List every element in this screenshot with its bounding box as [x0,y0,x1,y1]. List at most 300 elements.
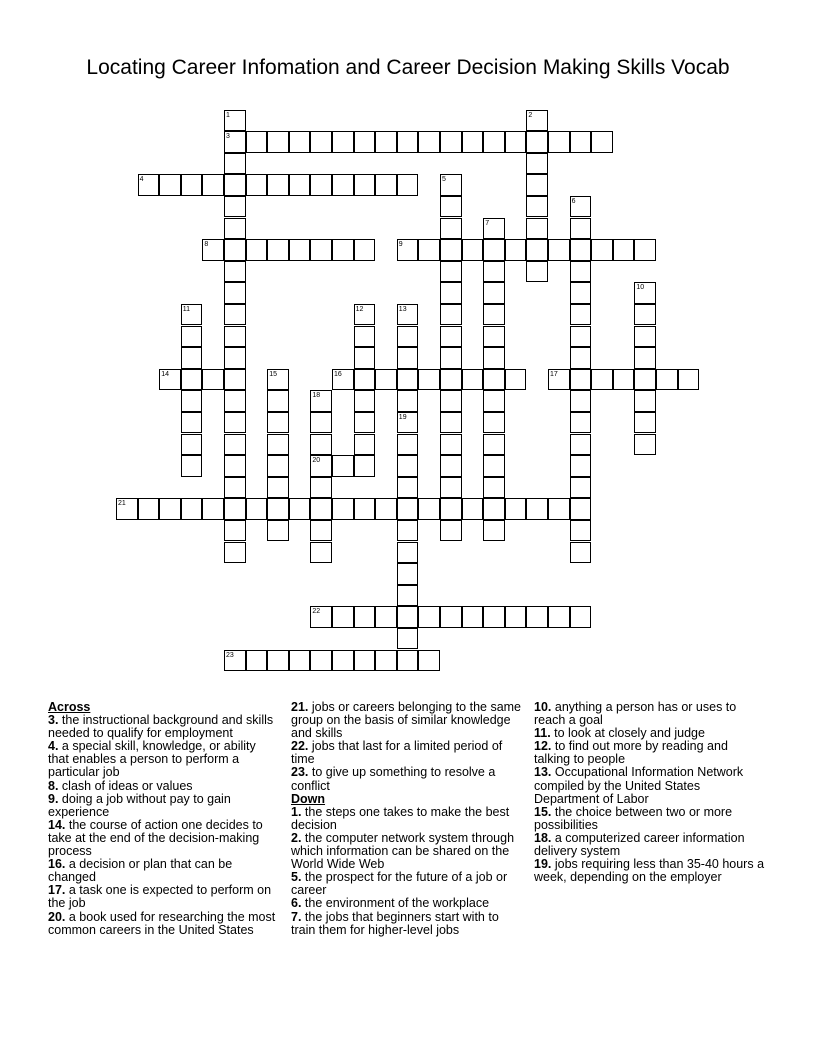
clue-number: 19 [398,413,407,421]
grid-cell[interactable] [310,412,332,434]
grid-cell[interactable] [397,520,419,542]
grid-cell[interactable] [224,369,246,391]
grid-cell[interactable] [440,477,462,499]
grid-cell[interactable] [397,563,419,585]
clue-number: 20 [312,457,321,465]
grid-cell[interactable] [462,606,484,628]
down-clue [534,806,766,832]
grid-cell[interactable] [310,131,332,153]
clue-text: a task one is expected to perform on the job [48,883,272,911]
grid-cell[interactable] [310,477,332,499]
clue-number: 6 [571,197,576,205]
clue-number-label: 15. [534,804,552,819]
clue-text: the choice between two or more possibilities [534,804,733,832]
grid-cell[interactable] [224,542,246,564]
grid-cell[interactable] [397,390,419,412]
grid-cell[interactable] [483,282,505,304]
grid-cell[interactable] [418,650,440,672]
grid-cell[interactable] [505,498,527,520]
grid-cell[interactable] [246,650,268,672]
grid-cell[interactable] [548,131,570,153]
grid-cell[interactable] [634,390,656,412]
grid-cell[interactable] [634,434,656,456]
clue-text: doing a job without pay to gain experience [48,791,231,819]
grid-cell[interactable] [613,369,635,391]
grid-cell[interactable] [310,434,332,456]
grid-cell[interactable] [354,606,376,628]
grid-cell[interactable] [483,434,505,456]
grid-cell[interactable] [332,455,354,477]
grid-cell[interactable] [483,477,505,499]
grid-cell[interactable] [224,196,246,218]
grid-cell[interactable] [159,174,181,196]
grid-cell[interactable] [310,498,332,520]
grid-cell[interactable] [440,196,462,218]
down-clue [534,766,766,805]
grid-cell[interactable] [440,282,462,304]
grid-cell[interactable] [181,347,203,369]
clue-column-2 [291,701,521,937]
grid-cell[interactable] [354,390,376,412]
clue-number-label: 3. [48,713,59,728]
grid-cell[interactable] [634,347,656,369]
clue-number-label: 22. [291,739,309,754]
grid-cell[interactable] [267,131,289,153]
grid-cell[interactable] [267,455,289,477]
grid-cell[interactable] [548,606,570,628]
grid-cell[interactable] [440,412,462,434]
grid-cell[interactable] [181,434,203,456]
across-clue [48,884,280,910]
grid-cell[interactable] [354,455,376,477]
clue-text: the course of action one decides to take at the end of the decision-making process [48,817,263,859]
across-clue-list-continued [291,701,521,793]
grid-cell[interactable] [526,498,548,520]
grid-cell[interactable] [418,239,440,261]
clue-number-label: 14. [48,817,66,832]
grid-cell[interactable] [634,304,656,326]
grid-cell[interactable] [483,606,505,628]
grid-cell[interactable] [354,239,376,261]
clue-text: to look at closely and judge [550,726,705,741]
grid-cell[interactable] [505,239,527,261]
clue-number: 3 [226,133,230,141]
clue-text: jobs that last for a limited period of time [291,739,503,767]
clue-number-label: 11. [534,726,551,741]
grid-cell[interactable] [332,174,354,196]
down-clue [291,871,521,897]
clue-number: 12 [355,305,364,313]
grid-cell[interactable] [224,347,246,369]
grid-cell[interactable] [483,261,505,283]
clue-number: 16 [334,370,342,378]
clue-text: to give up something to resolve a conflict [291,765,496,793]
clue-text: the prospect for the future of a job or career [291,870,508,898]
grid-cell[interactable] [483,369,505,391]
clue-text: clash of ideas or values [58,778,193,793]
down-clue [534,740,766,766]
grid-cell[interactable] [570,434,592,456]
grid-cell[interactable] [483,520,505,542]
clue-text: the computer network system through which information can be shared on the World Wide Web [291,830,515,872]
grid-cell[interactable] [267,174,289,196]
grid-cell[interactable] [267,412,289,434]
grid-cell[interactable] [289,650,311,672]
grid-cell[interactable] [440,218,462,240]
clue-column-1 [48,701,280,937]
grid-cell[interactable] [224,153,246,175]
grid-cell[interactable] [354,326,376,348]
grid-cell[interactable] [397,542,419,564]
clue-number-label: 4. [48,739,59,754]
clue-text: the steps one takes to make the best decision [291,804,510,832]
grid-cell[interactable] [289,174,311,196]
grid-cell[interactable] [224,477,246,499]
grid-cell[interactable] [483,131,505,153]
grid-cell[interactable] [483,239,505,261]
grid-cell[interactable] [354,369,376,391]
grid-cell[interactable] [267,434,289,456]
clue-number-label: 6. [291,896,302,911]
clue-text: jobs or careers belonging to the same group on the basis of similar knowledge and skills [291,700,522,741]
grid-cell[interactable] [483,326,505,348]
grid-cell[interactable] [440,131,462,153]
grid-cell[interactable] [526,261,548,283]
grid-cell[interactable] [354,347,376,369]
grid-cell[interactable] [310,520,332,542]
grid-cell[interactable] [418,498,440,520]
grid-cell[interactable] [483,412,505,434]
grid-cell[interactable] [246,174,268,196]
grid-cell[interactable] [375,174,397,196]
grid-cell[interactable] [570,369,592,391]
grid-cell[interactable] [570,520,592,542]
grid-cell[interactable] [570,390,592,412]
grid-cell[interactable] [181,390,203,412]
grid-cell[interactable] [332,131,354,153]
clue-number: 11 [182,305,191,313]
clue-number-label: 21. [291,700,309,714]
grid-cell[interactable] [440,304,462,326]
clue-text: anything a person has or uses to reach a goal [534,700,737,728]
grid-cell[interactable] [526,174,548,196]
grid-cell[interactable] [483,455,505,477]
down-clue-list-continued [534,701,766,884]
down-clue [534,832,766,858]
grid-cell[interactable] [591,131,613,153]
grid-cell[interactable] [397,326,419,348]
clue-number-label: 17. [48,883,66,898]
grid-cell[interactable] [375,650,397,672]
grid-cell[interactable] [570,239,592,261]
clue-number: 14 [161,370,169,378]
grid-cell[interactable] [397,455,419,477]
grid-cell[interactable] [656,369,678,391]
clue-number-label: 18. [534,830,552,845]
clue-number: 10 [636,284,645,292]
grid-cell[interactable] [202,498,224,520]
grid-cell[interactable] [440,434,462,456]
grid-cell[interactable] [159,498,181,520]
grid-cell[interactable] [570,131,592,153]
clue-number: 5 [442,176,446,184]
grid-cell[interactable] [570,498,592,520]
across-clue [291,701,521,740]
grid-cell[interactable] [462,131,484,153]
grid-cell[interactable] [570,347,592,369]
grid-cell[interactable] [224,239,246,261]
grid-cell[interactable] [526,218,548,240]
across-clue [48,740,280,779]
grid-cell[interactable] [526,606,548,628]
grid-cell[interactable] [505,606,527,628]
grid-cell[interactable] [202,369,224,391]
grid-cell[interactable] [246,498,268,520]
grid-cell[interactable] [375,498,397,520]
grid-cell[interactable] [462,498,484,520]
grid-cell[interactable] [224,412,246,434]
grid-cell[interactable] [440,326,462,348]
grid-cell[interactable] [267,498,289,520]
grid-cell[interactable] [332,498,354,520]
across-clue [48,793,280,819]
grid-cell[interactable] [483,390,505,412]
grid-cell[interactable] [418,131,440,153]
down-clue [534,858,766,884]
grid-cell[interactable] [354,498,376,520]
grid-cell[interactable] [397,606,419,628]
grid-cell[interactable] [354,434,376,456]
grid-cell[interactable] [570,455,592,477]
grid-cell[interactable] [570,261,592,283]
grid-cell[interactable] [354,131,376,153]
clue-text: Occupational Information Network compiled by the United States Department of Labor [534,765,744,806]
grid-cell[interactable] [310,542,332,564]
clue-number: 1 [226,111,230,119]
grid-cell[interactable] [483,347,505,369]
grid-cell[interactable] [224,455,246,477]
grid-cell[interactable] [440,390,462,412]
grid-cell[interactable] [397,628,419,650]
grid-cell[interactable] [267,239,289,261]
page-title: Locating Career Infomation and Career Decision Making Skills Vocab [86,56,730,79]
clue-text: a computerized career information delivery system [534,830,745,859]
across-clue [48,714,280,740]
grid-cell[interactable] [289,131,311,153]
grid-cell[interactable] [440,520,462,542]
grid-cell[interactable] [224,390,246,412]
grid-cell[interactable] [397,477,419,499]
clue-number: 21 [118,500,126,508]
grid-cell[interactable] [440,239,462,261]
grid-cell[interactable] [181,369,203,391]
grid-cell[interactable] [591,239,613,261]
grid-cell[interactable] [526,196,548,218]
clue-number-label: 19. [534,857,552,872]
clue-number: 2 [528,111,533,119]
clue-number-label: 13. [534,765,552,780]
clue-number-label: 5. [291,870,302,885]
grid-cell[interactable] [224,434,246,456]
grid-cell[interactable] [375,369,397,391]
down-clue [291,832,521,871]
across-heading: Across [48,700,91,714]
grid-cell[interactable] [462,369,484,391]
grid-cell[interactable] [505,369,527,391]
grid-cell[interactable] [613,239,635,261]
grid-cell[interactable] [289,498,311,520]
grid-cell[interactable] [267,650,289,672]
grid-cell[interactable] [526,239,548,261]
grid-cell[interactable] [440,369,462,391]
clue-number-label: 16. [48,857,66,872]
grid-cell[interactable] [570,606,592,628]
grid-cell[interactable] [397,174,419,196]
grid-cell[interactable] [570,304,592,326]
clue-number: 9 [398,241,403,249]
grid-cell[interactable] [570,218,592,240]
clue-number: 22 [312,608,321,616]
clue-number-label: 2. [291,830,302,845]
grid-cell[interactable] [224,261,246,283]
grid-cell[interactable] [526,131,548,153]
grid-cell[interactable] [202,174,224,196]
grid-cell[interactable] [570,412,592,434]
grid-cell[interactable] [181,498,203,520]
grid-cell[interactable] [570,542,592,564]
grid-cell[interactable] [224,304,246,326]
grid-cell[interactable] [181,326,203,348]
grid-cell[interactable] [483,498,505,520]
across-clue-list [48,714,280,937]
grid-cell[interactable] [246,131,268,153]
grid-cell[interactable] [397,585,419,607]
grid-cell[interactable] [289,239,311,261]
grid-cell[interactable] [440,498,462,520]
grid-cell[interactable] [548,498,570,520]
grid-cell[interactable] [224,282,246,304]
down-clue-list [291,806,521,937]
clue-number: 23 [226,651,234,659]
grid-cell[interactable] [246,239,268,261]
clue-text: jobs requiring less than 35-40 hours a week, depending on the employer [534,857,765,885]
clue-text: to find out more by reading and talking to people [534,739,728,767]
grid-cell[interactable] [397,347,419,369]
grid-cell[interactable] [570,477,592,499]
across-clue [291,740,521,766]
grid-cell[interactable] [224,218,246,240]
grid-cell[interactable] [267,520,289,542]
grid-cell[interactable] [440,606,462,628]
grid-cell[interactable] [397,131,419,153]
clue-text: the jobs that beginners start with to train them for higher-level jobs [291,909,499,937]
clue-text: a book used for researching the most common careers in the United States [48,909,276,937]
clue-column-3 [534,701,766,884]
clue-number: 8 [204,241,209,249]
grid-cell[interactable] [483,304,505,326]
grid-cell[interactable] [224,174,246,196]
grid-cell[interactable] [224,326,246,348]
grid-cell[interactable] [418,369,440,391]
grid-cell[interactable] [267,477,289,499]
down-heading: Down [291,791,326,806]
grid-cell[interactable] [224,520,246,542]
clue-text: the environment of the workplace [301,896,490,911]
clue-number-label: 1. [291,804,302,819]
clue-number-label: 20. [48,909,66,924]
grid-cell[interactable] [310,174,332,196]
grid-cell[interactable] [138,498,160,520]
grid-cell[interactable] [634,412,656,434]
down-clue [534,701,766,727]
grid-cell[interactable] [397,650,419,672]
clue-number-label: 7. [291,909,302,924]
grid-cell[interactable] [462,239,484,261]
grid-cell[interactable] [181,455,203,477]
clue-text: a decision or plan that can be changed [48,857,233,885]
clue-number: 15 [269,370,277,378]
clue-number: 13 [398,305,407,313]
clue-number: 18 [312,392,321,400]
across-clue [48,858,280,884]
grid-cell[interactable] [375,131,397,153]
grid-cell[interactable] [570,282,592,304]
grid-cell[interactable] [634,369,656,391]
grid-cell[interactable] [224,498,246,520]
grid-cell[interactable] [591,369,613,391]
grid-cell[interactable] [440,261,462,283]
grid-cell[interactable] [440,455,462,477]
grid-cell[interactable] [548,239,570,261]
grid-cell[interactable] [354,174,376,196]
grid-cell[interactable] [310,239,332,261]
across-clue [291,766,521,792]
grid-cell[interactable] [332,650,354,672]
down-clue [291,911,521,937]
clue-number-label: 9. [48,791,59,806]
grid-cell[interactable] [418,606,440,628]
clue-number-label: 23. [291,765,309,780]
grid-cell[interactable] [181,174,203,196]
grid-cell[interactable] [570,326,592,348]
clue-number-label: 10. [534,700,552,714]
clue-number: 17 [550,370,558,378]
grid-cell[interactable] [440,347,462,369]
grid-cell[interactable] [505,131,527,153]
grid-cell[interactable] [375,606,397,628]
grid-cell[interactable] [634,239,656,261]
grid-cell[interactable] [678,369,700,391]
grid-cell[interactable] [354,650,376,672]
clue-text: a special skill, knowledge, or ability that enables a person to perform a particular job [48,739,256,780]
grid-cell[interactable] [397,369,419,391]
grid-cell[interactable] [332,239,354,261]
grid-cell[interactable] [634,326,656,348]
grid-cell[interactable] [310,650,332,672]
clue-number-label: 12. [534,739,552,754]
grid-cell[interactable] [526,153,548,175]
clue-number: 7 [485,219,490,227]
grid-cell[interactable] [332,606,354,628]
grid-cell[interactable] [267,390,289,412]
across-clue [48,911,280,937]
grid-cell[interactable] [397,434,419,456]
grid-cell[interactable] [397,498,419,520]
clue-text: the instructional background and skills needed to qualify for employment [48,713,274,741]
grid-cell[interactable] [181,412,203,434]
grid-cell[interactable] [354,412,376,434]
down-clue [291,806,521,832]
